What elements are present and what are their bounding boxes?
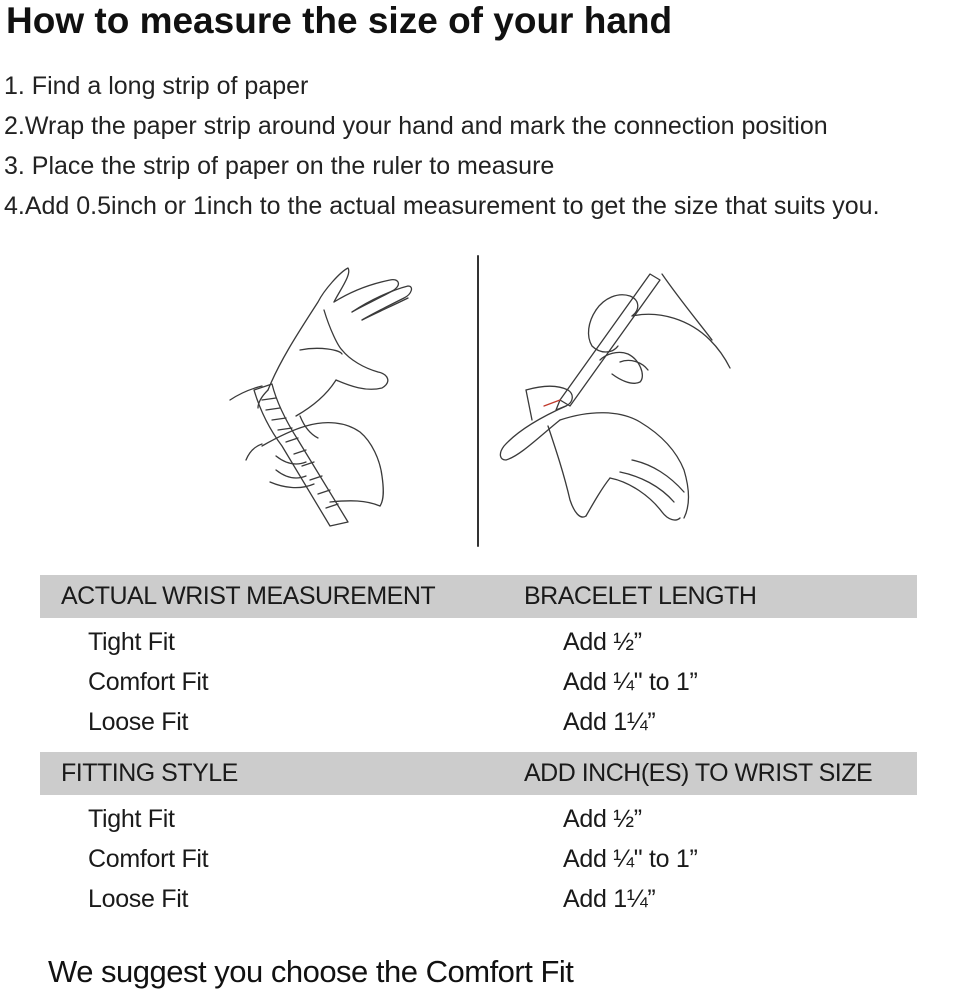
step-2: 2.Wrap the paper strip around your hand and mark the connection position (4, 112, 828, 140)
table-row (0, 664, 969, 704)
table-row (0, 704, 969, 744)
table-row (0, 881, 969, 921)
illustration (0, 250, 969, 560)
table-body-2 (0, 801, 969, 921)
suggestion-text: We suggest you choose the Comfort Fit (48, 954, 574, 989)
fit-label: Loose Fit (88, 885, 189, 913)
page-title: How to measure the size of your hand (6, 0, 673, 41)
table-row (0, 841, 969, 881)
header-add-inches: ADD INCH(ES) TO WRIST SIZE (524, 759, 873, 787)
fit-label: Tight Fit (88, 628, 175, 656)
header-bracelet-length: BRACELET LENGTH (524, 582, 757, 610)
header-actual-wrist: ACTUAL WRIST MEASUREMENT (61, 582, 436, 610)
fit-value: Add 1¼” (563, 885, 656, 913)
fit-label: Comfort Fit (88, 668, 209, 696)
fit-label: Tight Fit (88, 805, 175, 833)
step-4: 4.Add 0.5inch or 1inch to the actual measurement to get the size that suits you. (4, 192, 880, 220)
fit-value: Add ½” (563, 805, 642, 833)
fit-label: Loose Fit (88, 708, 189, 736)
fit-label: Comfort Fit (88, 845, 209, 873)
header-fitting-style: FITTING STYLE (61, 759, 238, 787)
table-header-fitting (40, 752, 917, 795)
hand-with-measuring-tape-icon (230, 268, 411, 526)
step-3: 3. Place the strip of paper on the ruler to measure (4, 152, 555, 180)
step-1: 1. Find a long strip of paper (4, 72, 309, 100)
table-body-1 (0, 624, 969, 744)
fit-value: Add ¼" to 1” (563, 845, 698, 873)
table-header-wrist (40, 575, 917, 618)
fit-value: Add 1¼” (563, 708, 656, 736)
hand-marking-paper-strip-icon (500, 274, 730, 520)
fit-value: Add ¼" to 1” (563, 668, 698, 696)
fit-value: Add ½” (563, 628, 642, 656)
steps-list (4, 66, 880, 226)
table-row (0, 801, 969, 841)
table-row (0, 624, 969, 664)
